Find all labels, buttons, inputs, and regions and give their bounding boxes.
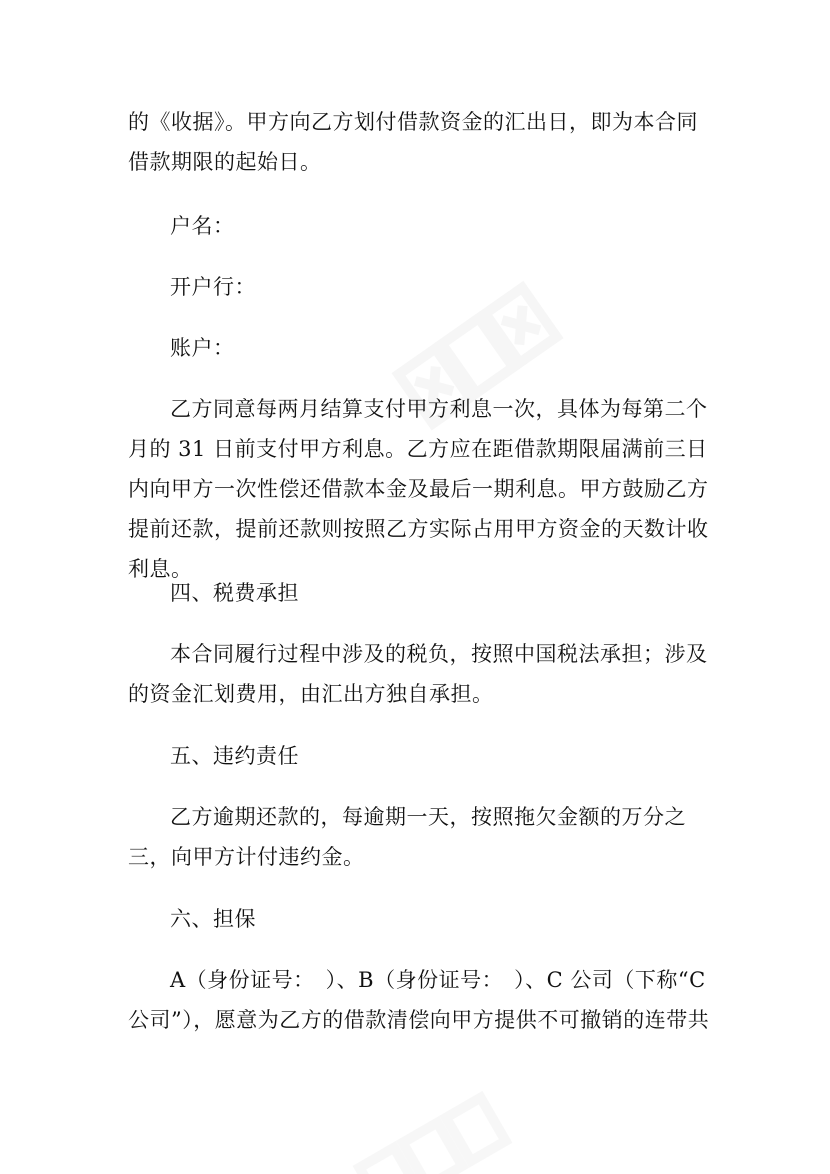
paragraph-guarantee: A（身份证号： ）、B（身份证号： ）、C 公司（下称“C 公司”），愿意为乙方的借款清偿向甲方提供不可撤销的连带共: [128, 968, 710, 1032]
paragraph-tax: 本合同履行过程中涉及的税负，按照中国税法承担；涉及的资金汇划费用，由汇出方独自承担。: [128, 642, 708, 706]
paragraph-account: 账户：: [170, 336, 235, 360]
paragraph-bank: 开户行：: [170, 275, 256, 299]
watermark-stamp-icon-bottom: [330, 1090, 530, 1174]
paragraph-breach: 乙方逾期还款的，每逾期一天，按照拖欠金额的万分之三，向甲方计付违约金。: [128, 805, 686, 869]
section-heading-tax: 四、税费承担: [170, 581, 299, 605]
paragraph-interest: 乙方同意每两月结算支付甲方利息一次，具体为每第二个月的 31 日前支付甲方利息。乙方应在距借款期限届满前三日内向甲方一次性偿还借款本金及最后一期利息。甲方鼓励乙方提前还款，提前还款则按照乙方实际占用甲方资金的天数计收利息。: [128, 397, 709, 581]
section-heading-guarantee: 六、担保: [170, 907, 256, 931]
section-heading-breach: 五、违约责任: [170, 744, 299, 768]
paragraph-receipt-date: 的《收据》。甲方向乙方划付借款资金的汇出日，即为本合同借款期限的起始日。: [128, 110, 698, 174]
paragraph-account-name: 户名：: [170, 214, 235, 238]
